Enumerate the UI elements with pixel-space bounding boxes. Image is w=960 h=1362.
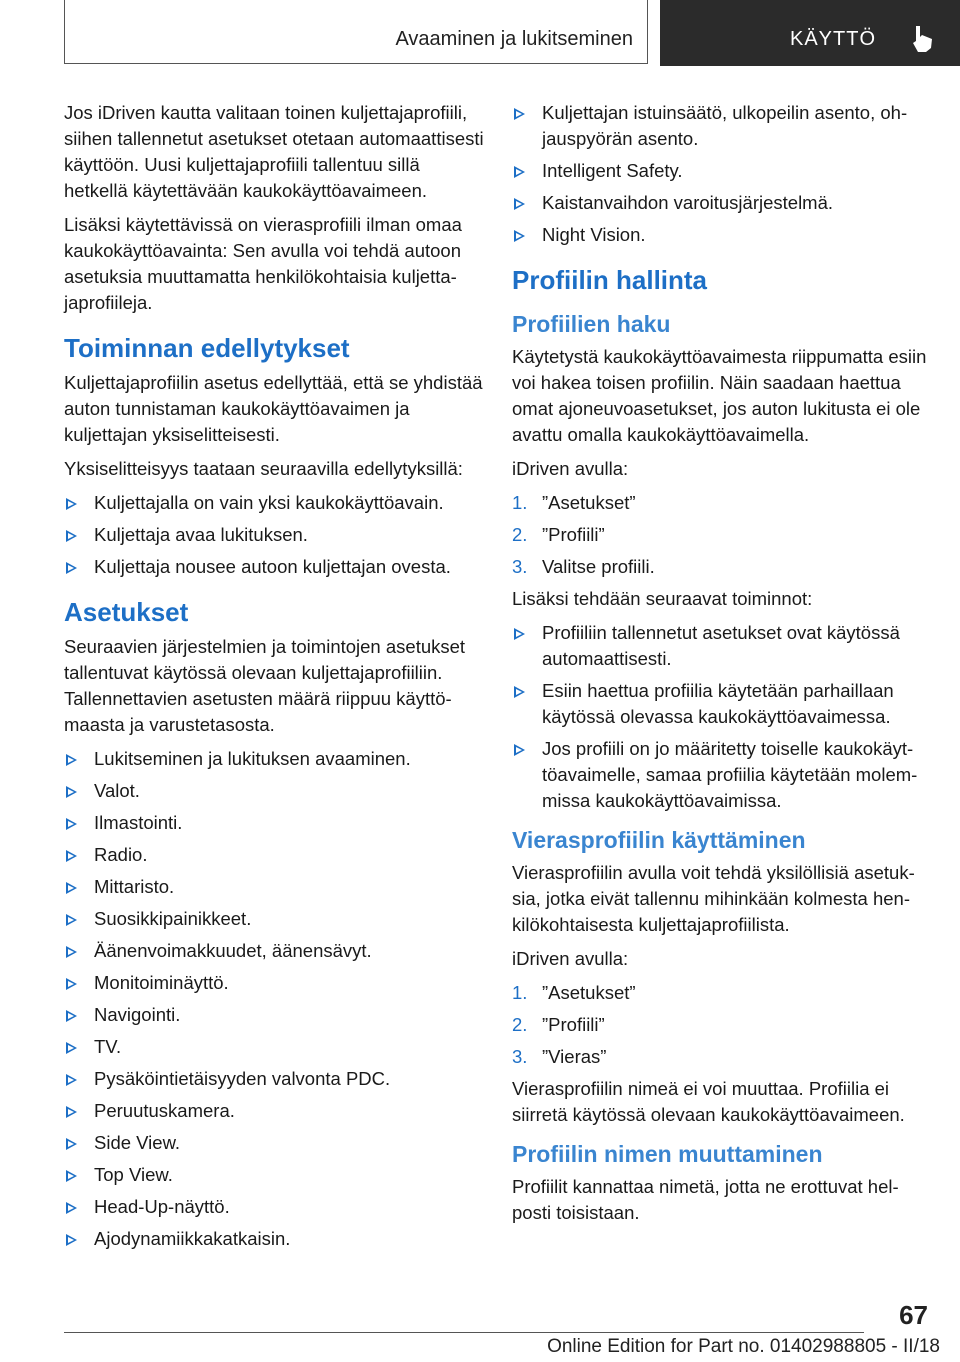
list-item: Top View.: [64, 1162, 484, 1188]
heading-profile-management: Profiilin hallinta: [512, 265, 708, 295]
recall-paragraph-1: Käytetystä kaukokäyttöavaimesta riippumatta esiin voi hakea toisen profiilin. Näin saadaan haettua omat ajoneuvoasetukset, jos auton lukitusta ei ole avattu omalla kaukokäyttöavaimella.: [512, 346, 927, 445]
footer-divider: [64, 1332, 864, 1333]
list-item: Äänenvoimakkuudet, äänensävyt.: [64, 938, 484, 964]
list-item: Kuljettaja nousee autoon kuljettajan ovesta.: [64, 554, 484, 580]
step-item: 2. ”Profiili”: [512, 524, 605, 545]
list-item: Pysäköintietäisyyden valvonta PDC.: [64, 1066, 484, 1092]
intro-paragraph-2: Lisäksi käytettävissä on vierasprofiili ilman omaa kaukokäyttöavainta: Sen avulla voi tehdä autoon asetuksia muuttamatta henkilökohtaisia kuljettajaprofiileja.: [64, 214, 462, 313]
settings-list-continued: [512, 100, 927, 248]
bullet-triangle-icon: [66, 978, 77, 990]
bullet-triangle-icon: [66, 1202, 77, 1214]
section-title: Avaaminen ja lukitseminen: [395, 28, 633, 50]
intro-paragraph-1: Jos iDriven kautta valitaan toinen kuljettajaprofiili, siihen tallennetut asetukset otetaan automaattisesti käyttöön. Uusi kuljettajaprofiili tallentuu sillä hetkellä käytettävään kaukokäyttöavaimeen.: [64, 102, 484, 201]
list-item: Side View.: [64, 1130, 484, 1156]
step-item: 2. ”Profiili”: [512, 1014, 605, 1035]
recall-paragraph-2: iDriven avulla:: [512, 458, 629, 479]
heading-profile-recall: Profiilien haku: [512, 311, 671, 337]
heading-requirements: Toiminnan edellytykset: [64, 333, 350, 363]
list-item: Radio.: [64, 842, 484, 868]
list-item: Jos profiili on jo määritetty toiselle kaukokäyttöavaimelle, samaa profiilia käytetään molemmissa kaukokäyttöavaimissa.: [512, 736, 927, 814]
bullet-triangle-icon: [66, 1234, 77, 1246]
bullet-triangle-icon: [66, 1106, 77, 1118]
step-item: 3. ”Vieras”: [512, 1046, 607, 1067]
bullet-triangle-icon: [514, 198, 525, 210]
list-item: Head-Up-näyttö.: [64, 1194, 484, 1220]
chapter-tab[interactable]: [660, 0, 960, 66]
heading-rename-profile: Profiilin nimen muuttaminen: [512, 1141, 823, 1167]
bullet-triangle-icon: [66, 1042, 77, 1054]
bullet-triangle-icon: [66, 850, 77, 862]
bullet-triangle-icon: [66, 946, 77, 958]
list-item: Lukitseminen ja lukituksen avaaminen.: [64, 746, 484, 772]
bullet-triangle-icon: [66, 754, 77, 766]
list-item: Kaistanvaihdon varoitusjärjestelmä.: [512, 190, 927, 216]
bullet-triangle-icon: [66, 530, 77, 542]
settings-paragraph: Seuraavien järjestelmien ja toimintojen asetukset tallentuvat käytössä olevaan kuljettajaprofiiliin. Tallennettavien asetusten määrä riippuu käyttömaasta ja varustetasosta.: [64, 636, 466, 735]
guest-paragraph-1: Vierasprofiilin avulla voit tehdä yksilöllisiä asetuksia, jotka eivät tallennu mihinkään kolmesta henkilökohtaisesta kuljettajaprofiilista.: [512, 862, 915, 935]
bullet-triangle-icon: [66, 1170, 77, 1182]
list-item: Valot.: [64, 778, 484, 804]
bullet-triangle-icon: [66, 818, 77, 830]
bullet-triangle-icon: [66, 882, 77, 894]
bullet-triangle-icon: [66, 498, 77, 510]
step-item: 3. Valitse profiili.: [512, 556, 655, 577]
bullet-triangle-icon: [66, 1010, 77, 1022]
page-number: 67: [899, 1300, 928, 1330]
requirements-paragraph-2: Yksiselitteisyys taataan seuraavilla edellytyksillä:: [64, 458, 463, 479]
bullet-triangle-icon: [66, 786, 77, 798]
recall-effects-list: [512, 620, 927, 814]
bullet-triangle-icon: [514, 686, 525, 698]
rename-paragraph: Profiilit kannattaa nimetä, jotta ne erottuvat helposti toisistaan.: [512, 1176, 899, 1223]
list-item: Peruutuskamera.: [64, 1098, 484, 1124]
list-item: Intelligent Safety.: [512, 158, 927, 184]
bullet-triangle-icon: [514, 230, 525, 242]
hand-pointer-icon: [910, 24, 936, 54]
list-item: Kuljettajan istuinsäätö, ulkopeilin asento, ohjauspyörän asento.: [512, 100, 927, 152]
settings-list: [64, 746, 484, 1252]
right-column: [512, 100, 927, 1234]
list-item: Esiin haettua profiilia käytetään parhaillaan käytössä olevassa kaukokäyttöavaimessa.: [512, 678, 927, 730]
list-item: Mittaristo.: [64, 874, 484, 900]
bullet-triangle-icon: [514, 166, 525, 178]
list-item: Ajodynamiikkakatkaisin.: [64, 1226, 484, 1252]
heading-guest-profile: Vierasprofiilin käyttäminen: [512, 827, 806, 853]
guest-paragraph-2: iDriven avulla:: [512, 948, 629, 969]
recall-paragraph-3: Lisäksi tehdään seuraavat toiminnot:: [512, 588, 813, 609]
requirements-list: [64, 490, 484, 580]
bullet-triangle-icon: [66, 1138, 77, 1150]
list-item: Profiiliin tallennetut asetukset ovat käytössä automaattisesti.: [512, 620, 927, 672]
bullet-triangle-icon: [514, 108, 525, 120]
requirements-paragraph-1: Kuljettajaprofiilin asetus edellyttää, että se yhdistää auton tunnistaman kaukokäyttöavaimen ja kuljettajan yksiselitteisesti.: [64, 372, 483, 445]
left-column: [64, 100, 484, 1258]
bullet-triangle-icon: [66, 562, 77, 574]
bullet-triangle-icon: [514, 628, 525, 640]
bullet-triangle-icon: [66, 914, 77, 926]
list-item: Night Vision.: [512, 222, 927, 248]
guest-paragraph-3: Vierasprofiilin nimeä ei voi muuttaa. Profiilia ei siirretä käytössä olevaan kaukokäyttöavaimeen.: [512, 1078, 905, 1125]
list-item: Ilmastointi.: [64, 810, 484, 836]
step-item: 1. ”Asetukset”: [512, 982, 636, 1003]
list-item: TV.: [64, 1034, 484, 1060]
step-item: 1. ”Asetukset”: [512, 492, 636, 513]
list-item: Suosikkipainikkeet.: [64, 906, 484, 932]
chapter-title: KÄYTTÖ: [790, 28, 877, 50]
bullet-triangle-icon: [514, 744, 525, 756]
bullet-triangle-icon: [66, 1074, 77, 1086]
guest-steps: [512, 980, 927, 1070]
list-item: Navigointi.: [64, 1002, 484, 1028]
recall-steps: [512, 490, 927, 580]
heading-settings: Asetukset: [64, 597, 189, 627]
list-item: Kuljettaja avaa lukituksen.: [64, 522, 484, 548]
edition-info: Online Edition for Part no. 01402988805 - II/18: [547, 1336, 940, 1357]
list-item: Monitoiminäyttö.: [64, 970, 484, 996]
header-frame: [64, 0, 648, 64]
list-item: Kuljettajalla on vain yksi kaukokäyttöavain.: [64, 490, 484, 516]
